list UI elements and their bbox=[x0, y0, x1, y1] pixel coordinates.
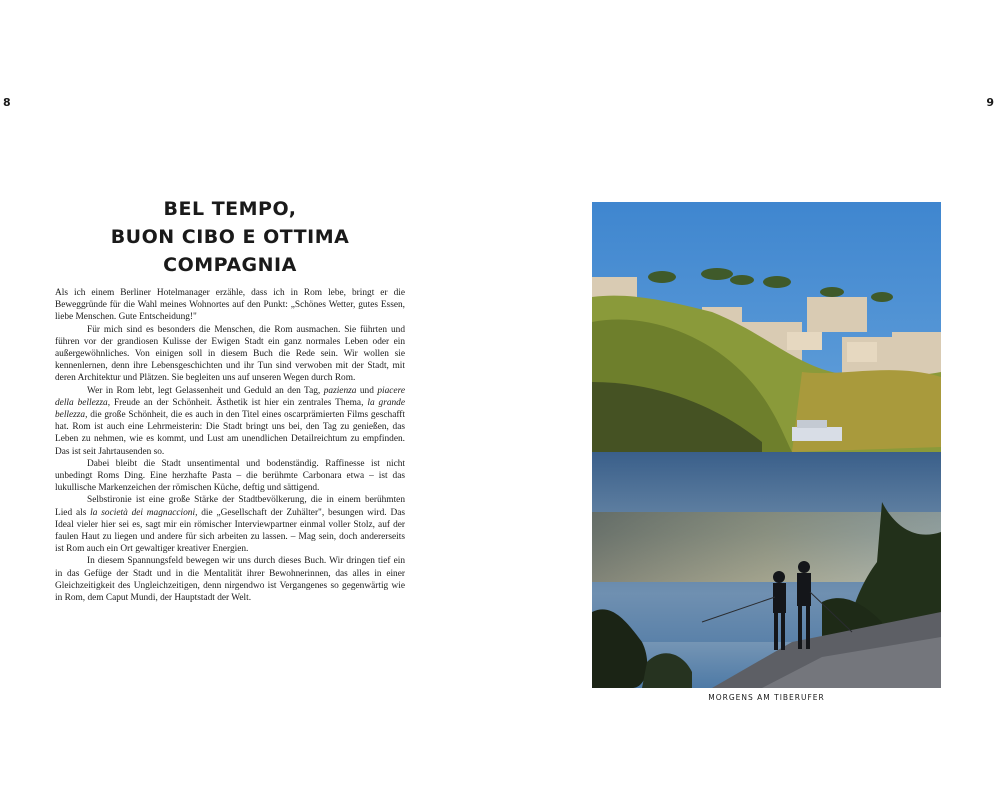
river-photo bbox=[592, 202, 941, 688]
text-run: , die große Schönheit, die es auch in den Titel eines oscarprämierten Films geschafft hat. Rom ist auch eine Lehrmeisterin: Die Stadt bringt uns bei, den Tag zu genießen, das Leben zu nehmen, wie es kommt, und Lust am unendlichen Detailreichtum zu empfinden. Das ist seit Jahrtausenden so. bbox=[55, 410, 405, 457]
title-line-3: COMPAGNIA bbox=[163, 254, 297, 276]
text-run: und bbox=[356, 385, 378, 396]
paragraph-5 bbox=[55, 494, 405, 555]
chapter-title bbox=[60, 195, 400, 279]
italic-term: piacere della bellezza bbox=[55, 385, 406, 408]
body-text bbox=[55, 287, 405, 604]
paragraph-4: Dabei bleibt die Stadt unsentimental und bodenständig. Raffinesse ist nicht unbedingt Roms Ding. Eine herzhafte Pasta – die berühmte Carbonara etwa – ist das lukullische Markenzeichen der römischen Küche, deftig und sättigend. bbox=[55, 458, 405, 494]
text-run: Selbstironie ist eine große Stärke der Stadtbevölkerung, die in einem berühmten Lied als bbox=[55, 495, 405, 518]
italic-term: la società dei magnaccioni bbox=[90, 507, 196, 518]
paragraph-1: Als ich einem Berliner Hotelmanager erzähle, dass ich in Rom lebe, bringt er die Beweggründe für die Wahl meines Wohnortes auf den Punkt: „Schönes Wetter, gutes Essen, liebe Menschen. Gute Entscheidung!" bbox=[55, 288, 405, 323]
title-line-1: BEL TEMPO, bbox=[163, 198, 297, 220]
text-run: , die „Gesellschaft der Zuhälter", besungen wird. Das Ideal vieler hier sei es, sagt mir ein römischer Interviewpartner einmal voller Stolz, auf der faulen Haut zu liegen und andere für sich arbeiten zu lassen. – Mag sein, doch andererseits ist Rom auch ein Ort gewaltiger kreativer Energien. bbox=[55, 507, 405, 555]
photo-illustration bbox=[592, 202, 941, 688]
page-number-left: 8 bbox=[3, 96, 11, 109]
paragraph-6: In diesem Spannungsfeld bewegen wir uns durch dieses Buch. Wir dringen tief ein in das Gefüge der Stadt und in die Mentalität ihrer Bewohnerinnen, das alles in einer Gleichzeitigkeit des Ungleichzeitigen, denn nirgendwo ist Vergangenes so gegenwärtig wie in Rom, dem Caput Mundi, der Hauptstadt der Welt. bbox=[55, 556, 405, 604]
paragraph-3 bbox=[55, 385, 405, 458]
italic-term: la grande bellezza bbox=[55, 397, 406, 421]
italic-term: pazienza bbox=[323, 385, 357, 396]
paragraph-2: Für mich sind es besonders die Menschen, die Rom ausmachen. Sie führten und führen vor der grandiosen Kulisse der Ewigen Stadt ein ganz normales Leben oder ein außergewöhnliches. Von einigen soll in diesem Buch die Rede sein. Wir wollen sie kennenlernen, denn ihre Lebensgeschichten und ihr Tun sind verwoben mit der Stadt, mit deren Architektur und Plätzen. Sie begleiten uns auf unseren Wegen durch Rom. bbox=[55, 324, 405, 384]
text-run: Wer in Rom lebt, legt Gelassenheit und Geduld an den Tag, bbox=[87, 385, 324, 396]
page-number-right: 9 bbox=[986, 96, 994, 109]
text-run: , Freude an der Schönheit. Ästhetik ist hier ein zentrales Thema, bbox=[107, 397, 368, 408]
title-line-2: BUON CIBO E OTTIMA bbox=[110, 226, 350, 248]
photo-caption: MORGENS AM TIBERUFER bbox=[708, 693, 825, 702]
